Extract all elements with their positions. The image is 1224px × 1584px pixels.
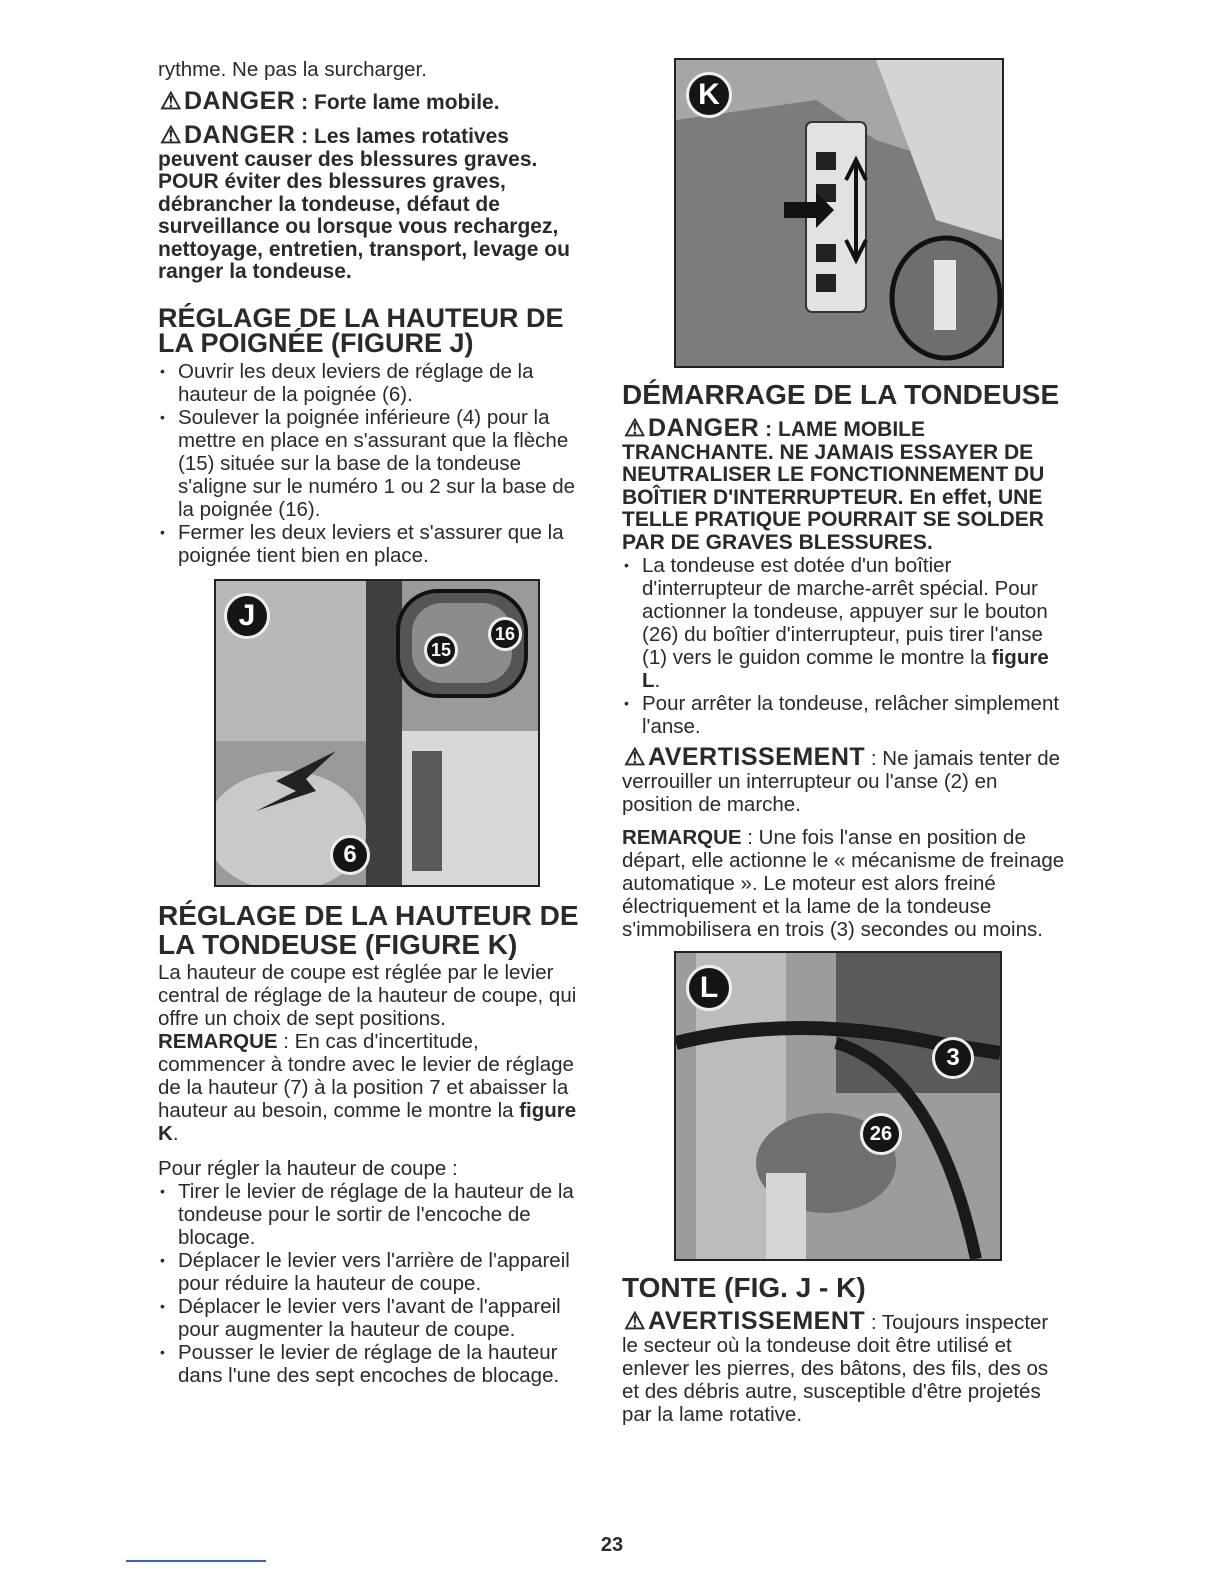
list-item: • Soulever la poignée inférieure (4) pour la mettre en place en s'assurant que la flèche (15) située sur la base de la tondeuse s'aligne sur le numéro 1 ou 2 sur la base de la poignée (16). — [158, 406, 590, 521]
callout-26: 26 — [860, 1113, 902, 1155]
section-heading-handle-height: RÉGLAGE DE LA HAUTEUR DE LA POIGNÉE (FIGURE J) — [158, 302, 564, 358]
warning-icon: ⚠ — [623, 415, 646, 442]
figure-reference: figure K — [158, 1098, 577, 1145]
danger-notice-1 — [158, 87, 590, 116]
danger-text: : Forte lame mobile. — [295, 91, 500, 114]
callout-15: 15 — [424, 633, 458, 667]
figure-j — [214, 579, 540, 887]
warning-icon: ⚠ — [623, 1308, 646, 1335]
remarque-label: REMARQUE — [158, 1029, 278, 1053]
warning-icon: ⚠ — [623, 744, 646, 771]
list-item: • Ouvrir les deux leviers de réglage de la hauteur de la poignée (6). — [158, 360, 590, 406]
start-remarque: REMARQUE : Une fois l'anse en position de départ, elle actionne le « mécanisme de freinage automatique ». Le moteur est alors freiné électriquement et la lame de la tondeuse s'immobilisera en trois (3) secondes ou moins. — [622, 826, 1065, 941]
left-column — [158, 58, 590, 1387]
warning-icon: ⚠ — [159, 88, 182, 115]
start-steps-list — [622, 554, 1067, 738]
list-item: • Tirer le levier de réglage de la hauteur de la tondeuse pour le sortir de l'encoche de blocage. — [158, 1180, 590, 1249]
avertissement-notice-1: ⚠AVERTISSEMENT : Ne jamais tenter de verrouiller un interrupteur ou l'anse (2) en position de marche. — [622, 743, 1061, 816]
section-heading-mower-height: RÉGLAGE DE LA HAUTEUR DE LA TONDEUSE (FIGURE K) — [158, 899, 579, 960]
figure-reference: figure L — [642, 646, 1049, 692]
list-item: • Déplacer le levier vers l'arrière de l'appareil pour réduire la hauteur de coupe. — [158, 1249, 590, 1295]
page-number: 23 — [600, 1534, 624, 1556]
avertissement-word: AVERTISSEMENT — [648, 743, 866, 771]
figure-k-letter-badge: K — [686, 72, 732, 118]
height-steps-intro: Pour régler la hauteur de coupe : — [158, 1156, 458, 1180]
height-paragraph: La hauteur de coupe est réglée par le levier central de réglage de la hauteur de coupe, qui offre un choix de sept positions. — [158, 960, 577, 1030]
danger-word: DANGER — [648, 414, 760, 442]
avertissement-notice-2: ⚠AVERTISSEMENT : Toujours inspecter le secteur où la tondeuse doit être utilisé et enlever les pierres, des bâtons, des fils, des os et des débris autre, susceptible d'être projetés par la lame rotative. — [622, 1307, 1049, 1426]
list-item: • Pousser le levier de réglage de la hauteur dans l'une des sept encoches de blocage. — [158, 1341, 590, 1387]
list-item: • Pour arrêter la tondeuse, relâcher simplement l'anse. — [622, 692, 1067, 738]
danger-text: : Les lames rotatives peuvent causer des blessures graves. POUR éviter des blessures graves, débrancher la tondeuse, défaut de surveillance ou lorsque vous rechargez, nettoyage, entretien, transport, levage ou ranger la tondeuse. — [158, 125, 570, 283]
section-heading-mowing: TONTE (FIG. J - K) — [622, 1272, 866, 1303]
danger-notice-2 — [158, 121, 590, 284]
danger-word: DANGER — [184, 87, 296, 115]
intro-line: rythme. Ne pas la surcharger. — [158, 58, 427, 81]
footer-rule — [126, 1560, 266, 1562]
callout-3: 3 — [932, 1037, 974, 1079]
section-heading-start: DÉMARRAGE DE LA TONDEUSE — [622, 379, 1060, 410]
warning-icon: ⚠ — [159, 122, 182, 149]
figure-j-letter-badge: J — [224, 593, 270, 639]
remarque-label: REMARQUE — [622, 826, 742, 849]
figure-k — [674, 58, 1004, 368]
list-item: • Déplacer le levier vers l'avant de l'appareil pour augmenter la hauteur de coupe. — [158, 1295, 590, 1341]
height-steps-list — [158, 1180, 590, 1387]
callout-16: 16 — [488, 617, 522, 651]
danger-word: DANGER — [184, 121, 296, 149]
avertissement-word: AVERTISSEMENT — [648, 1307, 866, 1335]
list-item: • Fermer les deux leviers et s'assurer que la poignée tient bien en place. — [158, 521, 590, 567]
start-danger-notice — [622, 414, 1067, 554]
figure-l — [674, 951, 1002, 1261]
callout-6: 6 — [330, 835, 370, 875]
list-item: • La tondeuse est dotée d'un boîtier d'interrupteur de marche-arrêt spécial. Pour actionner la tondeuse, appuyer sur le bouton (26) du boîtier d'interrupteur, puis tirer l'anse (1) vers le guidon comme le montre la figure L. — [622, 554, 1067, 692]
handle-steps-list — [158, 360, 590, 567]
height-remarque: REMARQUE : En cas d'incertitude, commencer à tondre avec le levier de réglage de la hauteur (7) à la position 7 et abaisser la hauteur au besoin, comme le montre la figure K. — [158, 1029, 577, 1145]
right-column — [622, 58, 1067, 1426]
danger-text: : LAME MOBILE TRANCHANTE. NE JAMAIS ESSAYER DE NEUTRALISER LE FONCTIONNEMENT DU BOÎTIER D'INTERRUPTEUR. En effet, UNE TELLE PRATIQUE POURRAIT SE SOLDER PAR DE GRAVES BLESSURES. — [622, 418, 1045, 554]
figure-l-letter-badge: L — [686, 965, 732, 1011]
